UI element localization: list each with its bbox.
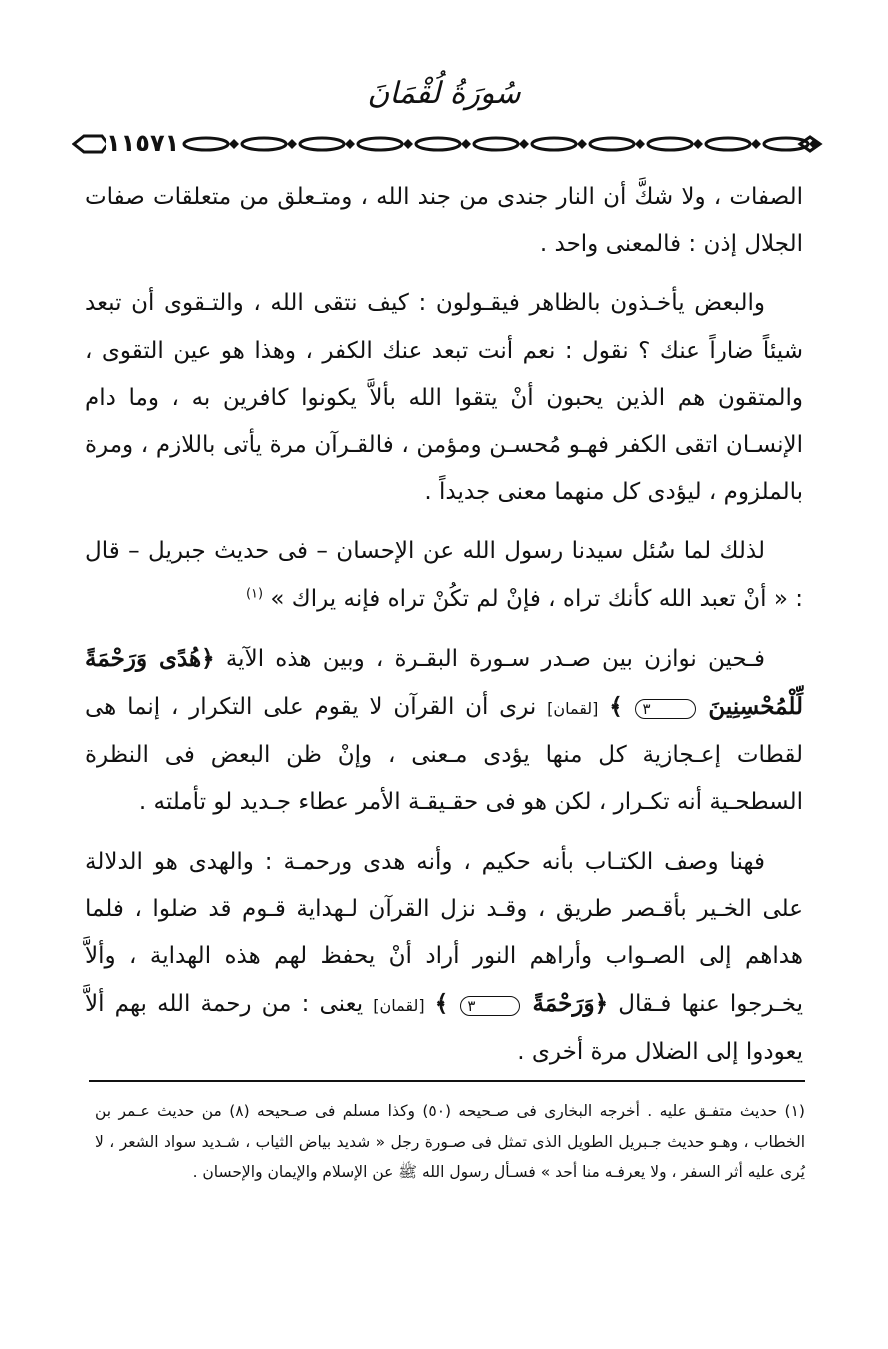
surah-title: سُورَةُ لُقْمَانَ [367, 76, 521, 111]
paragraph-4-before: فـحين نوازن بين صـدر سـورة البقـرة ، وبين هذه الآية [225, 645, 766, 672]
surah-reference: [لقمان] [547, 699, 599, 719]
paragraph-5-before: فهنا وصف الكتـاب بأنه حكيم ، وأنه هدى ورحمـة : والهدى هو الدلالة على الخـير بأقـصر طريق ، وقـد نزل القرآن لـهداية قـوم قد ضلوا ، فلما هداهم إلى الصـواب وأراهم النور أراد أنْ يحفظ لهم هذه الهداية ، وألاَّ يخـرجوا عنها فـقال [85, 848, 804, 1018]
paragraph-5-after: يعنى : من رحمة الله بهم ألاَّ يعودوا إلى الضلال مرة أخرى . [85, 991, 803, 1066]
footnote-reference: (١) [245, 585, 264, 601]
footnotes [95, 1096, 805, 1188]
footnote-1: (١) حديث متفـق عليه . أخرجه البخارى فى صـحيحه (٥٠) وكذا مسلم فى صـحيحه (٨) من حديث عـمر بن الخطاب ، وهـو حديث جـبريل الطويل الذى تمثل فى صـورة رجل « شديد بياض الثياب ، شـديد سواد الشعر ، لا يُرى عليه أثر السفر ، ولا يعرفـه منا أحد » فسـأل رسول الله ﷺ عن الإسلام والإيمان والإحسان . [95, 1102, 805, 1181]
paragraph-5 [85, 839, 803, 1077]
paragraph-3 [85, 528, 803, 622]
paragraph-2: والبعض يأخـذون بالظاهر فيقـولون : كيف نتقى الله ، والتـقوى أن تبعد شيئاً ضاراً عنك ؟ نقول : نعم أنت تبعد عنك الكفر ، وهذا هو عين التقوى ، والمتقون هم الذين يحبون أنْ يتقوا الله بألاَّ يكونوا كافرين به ، وما دام الإنسـان اتقى الكفر فهـو مُحسـن ومؤمن ، فالقـرآن مرة يأتى باللازم ، ومرة بالملزوم ، ليؤدى كل منهما معنى جديداً . [85, 290, 803, 506]
quran-close: ﴾ [434, 990, 449, 1018]
ayah-number: ٣ [635, 699, 695, 719]
paragraph-4-after: نرى أن القرآن لا يقوم على التكرار ، إنما هى لقطات إعـجازية كل منها يؤدى مـعنى ، وإنْ ظن البعض فى النظرة السطحـية أنه تكـرار ، لكن هو فى حقـيقـة الأمر عطاء جـديد لو تأملته . [85, 694, 803, 816]
footnote-divider [89, 1080, 805, 1082]
page-number: ١١٥٧١ [106, 129, 180, 157]
paragraph-4 [85, 635, 803, 827]
quran-quote: ﴿وَرَحْمَةً [532, 990, 609, 1018]
paragraph-3-text: لذلك لما سُئل سيدنا رسول الله عن الإحسان – فى حديث جبريل – قال : « أنْ تعبد الله كأنك تراه ، فإنْ لم تكُنْ تراه فإنه يراك » [85, 538, 803, 612]
body-text [85, 174, 803, 1089]
ayah-number: ٣ [460, 996, 520, 1016]
paragraph-1: الصفات ، ولا شكَّ أن النار جندى من جند الله ، ومتـعلق من متعلقات صفات الجلال إذن : فالمعنى واحد . [85, 184, 803, 258]
ornamental-divider [72, 131, 832, 157]
surah-reference: [لقمان] [373, 996, 425, 1016]
quran-quote: ﴿هُدًى وَرَحْمَةً لِّلْمُحْسِنِينَ [85, 644, 804, 721]
quran-close: ﴾ [609, 693, 623, 721]
